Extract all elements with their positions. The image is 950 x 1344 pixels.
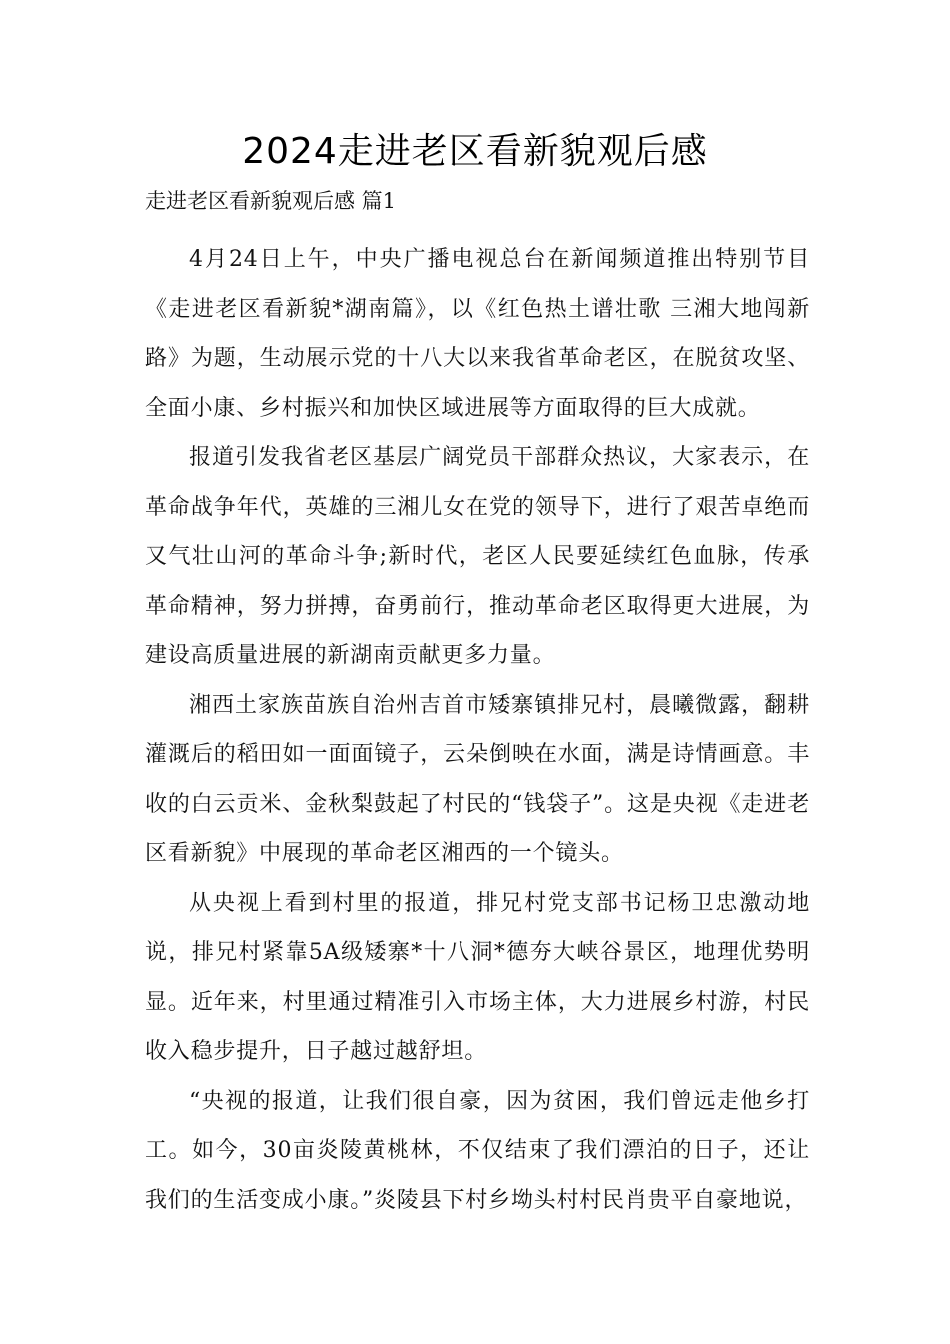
paragraph-5: “央视的报道，让我们很自豪，因为贫困，我们曾远走他乡打工。如今，30亩炎陵黄桃林，不仅结束了我们漂泊的日子，还让我们的生活变成小康。”炎陵县下村乡坳头村村民肖贵平自豪地说，	[145, 1088, 810, 1213]
document-body	[145, 235, 810, 1225]
paragraph-3: 湘西土家族苗族自治州吉首市矮寨镇排兄村，晨曦微露，翻耕灌溉后的稻田如一面面镜子，云朵倒映在水面，满是诗情画意。丰收的白云贡米、金秋梨鼓起了村民的“钱袋子”。这是央视《走进老区看新貌》中展现的革命老区湘西的一个镜头。	[145, 692, 810, 866]
document-title: 2024走进老区看新貌观后感	[242, 131, 708, 172]
document-subtitle: 走进老区看新貌观后感 篇1	[145, 189, 397, 213]
paragraph-2: 报道引发我省老区基层广阔党员干部群众热议，大家表示，在革命战争年代，英雄的三湘儿女在党的领导下，进行了艰苦卓绝而又气壮山河的革命斗争;新时代，老区人民要延续红色血脉，传承革命精神，努力拼搏，奋勇前行，推动革命老区取得更大进展，为建设高质量进展的新湖南贡献更多力量。	[145, 445, 810, 668]
paragraph-4: 从央视上看到村里的报道，排兄村党支部书记杨卫忠激动地说，排兄村紧靠5A级矮寨*十八洞*德夯大峡谷景区，地理优势明显。近年来，村里通过精准引入市场主体，大力进展乡村游，村民收入稳步提升，日子越过越舒坦。	[145, 890, 810, 1064]
paragraph-1: 4月24日上午，中央广播电视总台在新闻频道推出特别节目《走进老区看新貌*湖南篇》，以《红色热土谱壮歌 三湘大地闯新路》为题，生动展示党的十八大以来我省革命老区，在脱贫攻坚、全面小康、乡村振兴和加快区域进展等方面取得的巨大成就。	[145, 247, 810, 421]
